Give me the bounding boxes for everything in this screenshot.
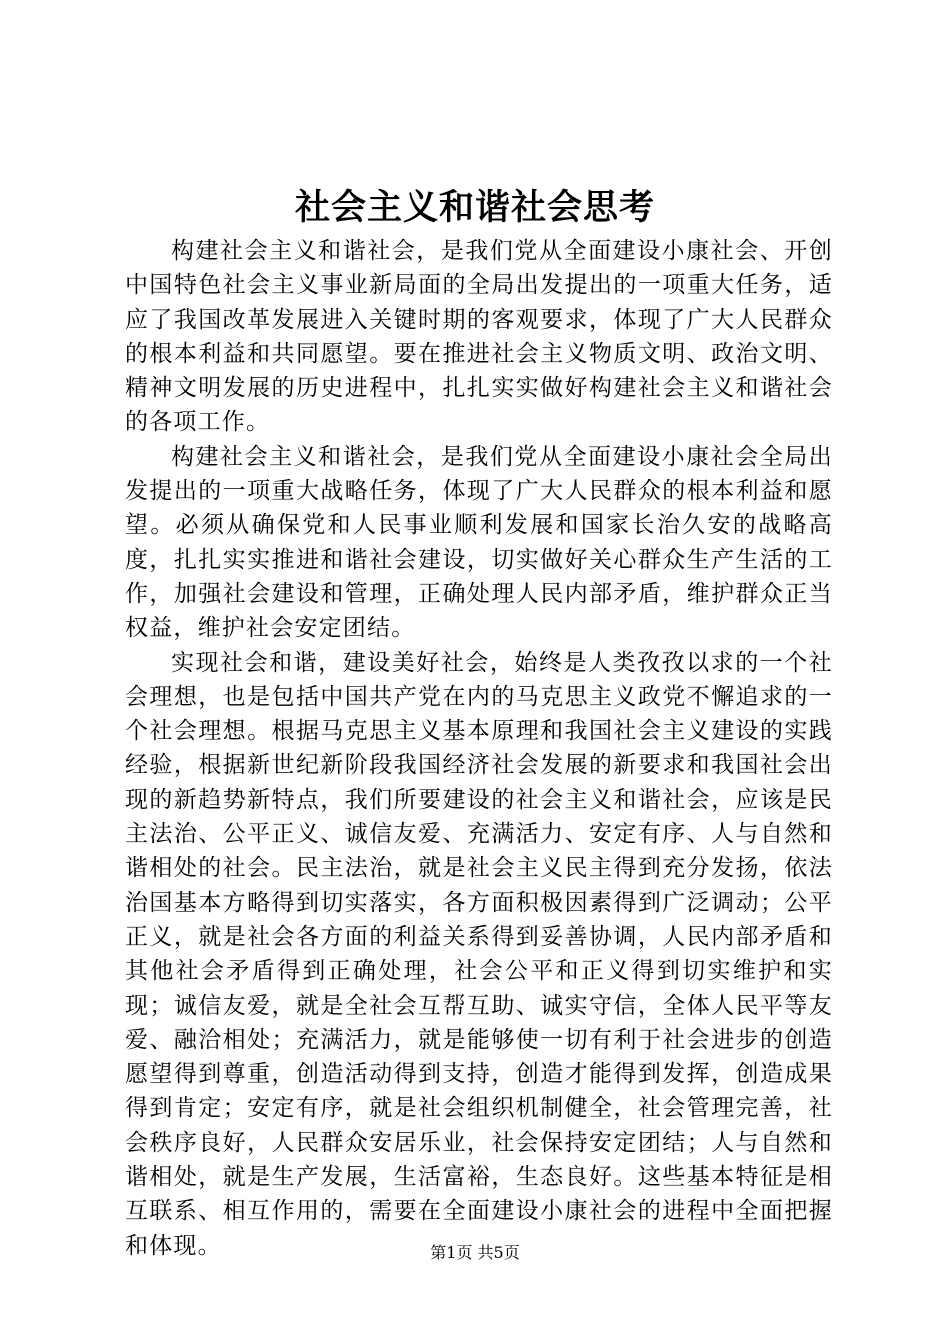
paragraph-2: 构建社会主义和谐社会，是我们党从全面建设小康社会全局出发提出的一项重大战略任务，体现了广大人民群众的根本利益和愿望。必须从确保党和人民事业顺利发展和国家长治久安的战略高度，扎扎实实推进和谐社会建设，切实做好关心群众生产生活的工作，加强社会建设和管理，正确处理人民内部矛盾，维护群众正当权益，维护社会安定团结。: [125, 443, 833, 642]
page-number-footer: 第1页 共5页: [430, 1243, 520, 1262]
document-body: [125, 234, 833, 1263]
paragraph-1: 构建社会主义和谐社会，是我们党从全面建设小康社会、开创中国特色社会主义事业新局面的全局出发提出的一项重大任务，适应了我国改革发展进入关键时期的客观要求，体现了广大人民群众的根本利益和共同愿望。要在推进社会主义物质文明、政治文明、精神文明发展的历史进程中，扎扎实实做好构建社会主义和谐社会的各项工作。: [125, 238, 833, 436]
document-title: 社会主义和谐社会思考: [294, 187, 655, 228]
paragraph-3: 实现社会和谐，建设美好社会，始终是人类孜孜以求的一个社会理想，也是包括中国共产党在内的马克思主义政党不懈追求的一个社会理想。根据马克思主义基本原理和我国社会主义建设的实践经验，根据新世纪新阶段我国经济社会发展的新要求和我国社会出现的新趋势新特点，我们所要建设的社会主义和谐社会，应该是民主法治、公平正义、诚信友爱、充满活力、安定有序、人与自然和谐相处的社会。民主法治，就是社会主义民主得到充分发扬，依法治国基本方略得到切实落实，各方面积极因素得到广泛调动；公平正义，就是社会各方面的利益关系得到妥善协调，人民内部矛盾和其他社会矛盾得到正确处理，社会公平和正义得到切实维护和实现；诚信友爱，就是全社会互帮互助、诚实守信，全体人民平等友爱、融洽相处；充满活力，就是能够使一切有利于社会进步的创造愿望得到尊重，创造活动得到支持，创造才能得到发挥，创造成果得到肯定；安定有序，就是社会组织机制健全，社会管理完善，社会秩序良好，人民群众安居乐业，社会保持安定团结；人与自然和谐相处，就是生产发展，生活富裕，生态良好。这些基本特征是相互联系、相互作用的，需要在全面建设小康社会的进程中全面把握和体现。: [125, 649, 833, 1259]
